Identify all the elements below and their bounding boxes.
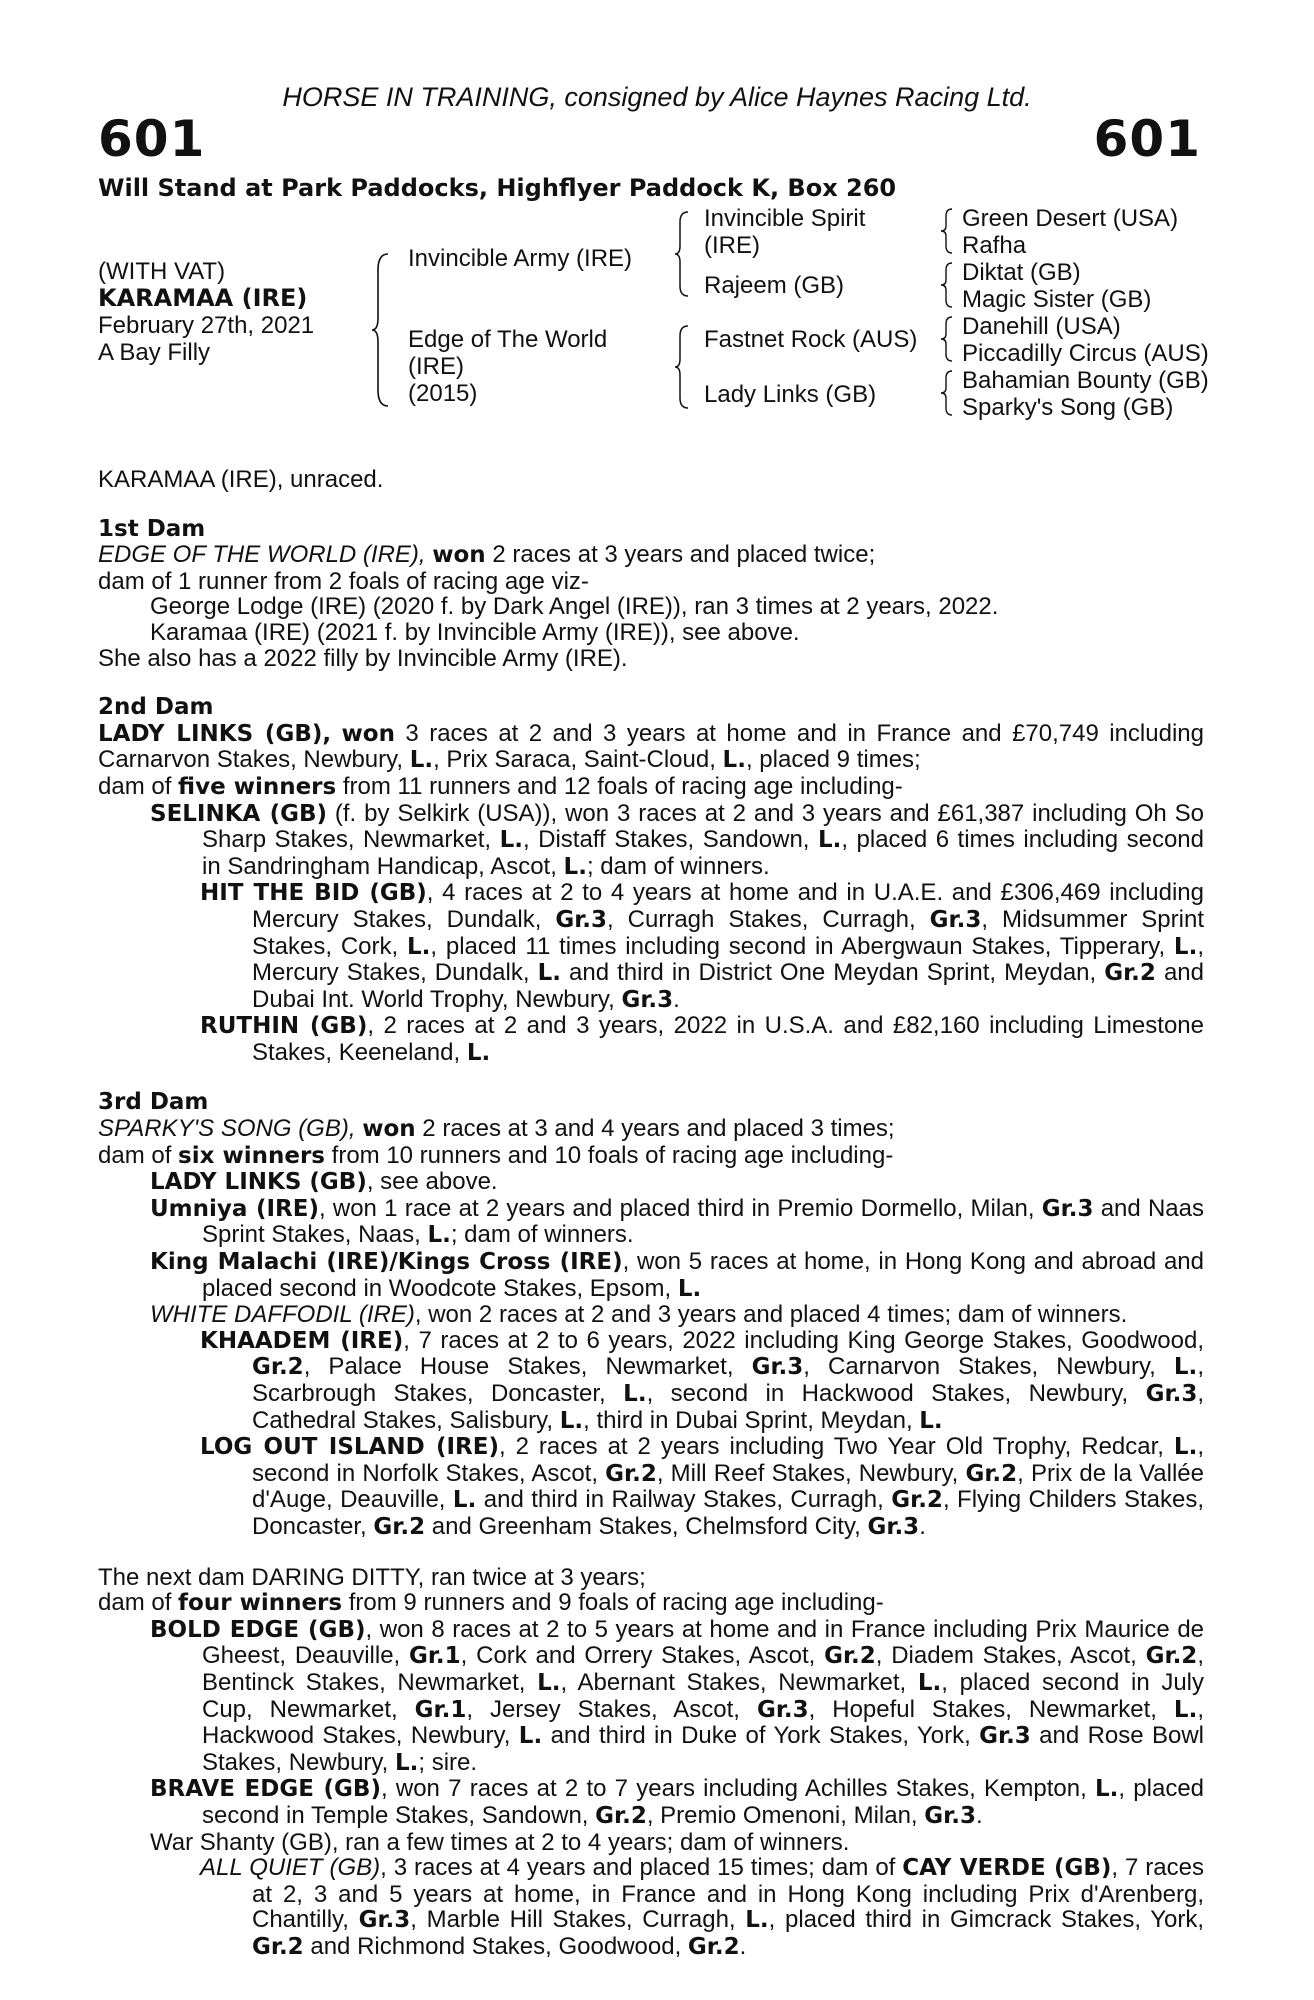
horse-name: KARAMAA (IRE) xyxy=(98,284,308,312)
first-dam-record: EDGE OF THE WORLD (IRE), won 2 races at 3 years and placed twice; xyxy=(98,541,876,569)
sire-sire-line-1: Invincible Spirit xyxy=(704,205,866,232)
first-dam-heading: 1st Dam xyxy=(98,515,206,542)
produce-george-lodge: George Lodge (IRE) (2020 f. by Dark Angel (IRE)), ran 3 times at 2 years, 2022. xyxy=(150,593,999,621)
g3-piccadilly-circus: Piccadilly Circus (AUS) xyxy=(962,340,1209,367)
third-dam-record: SPARKY'S SONG (GB), won 2 races at 3 and 4 years and placed 3 times; xyxy=(98,1115,895,1143)
pedigree-brace-main xyxy=(370,250,400,410)
entry-bold-edge: BOLD EDGE (GB), won 8 races at 2 to 5 years at home and in France including Prix Maurice de Gheest, Deauville, Gr.1, Cork and Orrery Stakes, Ascot, Gr.2, Diadem Stakes, Ascot, Gr.2, Bentinck Stakes, Newmarket, L., Abernant Stakes, Newmarket, L., placed second in July Cup, Newmarket, Gr.1, Jersey Stakes, Ascot, Gr.3, Hopeful Stakes, Newmarket, L., Hackwood Stakes, Newbury, L. and third in Duke of York Stakes, York, Gr.3 and Rose Bowl Stakes, Newbury, L.; sire. xyxy=(150,1615,1205,1776)
pedigree-brace-g3-2 xyxy=(940,260,956,310)
pedigree-brace-sire xyxy=(674,208,696,300)
vat-note: (WITH VAT) xyxy=(98,258,226,285)
g3-danehill: Danehill (USA) xyxy=(962,313,1121,340)
produce-karamaa: Karamaa (IRE) (2021 f. by Invincible Army (IRE)), see above. xyxy=(150,618,800,646)
stand-location: Will Stand at Park Paddocks, Highflyer Paddock K, Box 260 xyxy=(98,174,897,202)
sire: Invincible Army (IRE) xyxy=(408,245,633,272)
dam-line-3: (2015) xyxy=(408,380,478,407)
g3-bahamian-bounty: Bahamian Bounty (GB) xyxy=(962,367,1209,394)
entry-hit-the-bid: HIT THE BID (GB), 4 races at 2 to 4 years at home and in U.A.E. and £306,469 including Mercury Stakes, Dundalk, Gr.3, Curragh Stakes, Curragh, Gr.3, Midsummer Sprint Stakes, Cork, L., placed 11 times including second in Abergwaun Stakes, Tipperary, L., Mercury Stakes, Dundalk, L. and third in District One Meydan Sprint, Meydan, Gr.2 and Dubai Int. World Trophy, Newbury, Gr.3. xyxy=(200,879,1205,1013)
dam-line-2: (IRE) xyxy=(408,353,464,380)
pedigree-brace-g3-4 xyxy=(940,368,956,418)
next-dam-record: The next dam DARING DITTY, ran twice at 3 years; xyxy=(98,1563,646,1591)
entry-brave-edge: BRAVE EDGE (GB), won 7 races at 2 to 7 years including Achilles Stakes, Kempton, L., placed second in Temple Stakes, Sandown, Gr.2, Premio Omenoni, Milan, Gr.3. xyxy=(150,1775,1205,1829)
dam-dam: Lady Links (GB) xyxy=(704,381,877,408)
entry-log-out-island: LOG OUT ISLAND (IRE), 2 races at 2 years including Two Year Old Trophy, Redcar, L., second in Norfolk Stakes, Ascot, Gr.2, Mill Reef Stakes, Newbury, Gr.2, Prix de la Vallée d'Auge, Deauville, L. and third in Railway Stakes, Curragh, Gr.2, Flying Childers Stakes, Doncaster, Gr.2 and Greenham Stakes, Chelmsford City, Gr.3. xyxy=(200,1433,1205,1540)
catalogue-body xyxy=(98,467,1204,1960)
g3-rafha: Rafha xyxy=(962,232,1027,259)
third-dam-produce: dam of six winners from 10 runners and 10 foals of racing age including- xyxy=(98,1141,894,1169)
pedigree-brace-dam xyxy=(674,322,696,412)
lot-number-left: 601 xyxy=(98,110,206,168)
g3-green-desert: Green Desert (USA) xyxy=(962,205,1179,232)
g3-diktat: Diktat (GB) xyxy=(962,259,1081,286)
third-dam-heading: 3rd Dam xyxy=(98,1089,209,1116)
entry-lady-links: LADY LINKS (GB), see above. xyxy=(150,1168,498,1196)
entry-khaadem: KHAADEM (IRE), 7 races at 2 to 6 years, 2022 including King George Stakes, Goodwood, Gr.2, Palace House Stakes, Newmarket, Gr.3, Carnarvon Stakes, Newbury, L., Scarbrough Stakes, Doncaster, L., second in Hackwood Stakes, Newbury, Gr.3, Cathedral Stakes, Salisbury, L., third in Dubai Sprint, Meydan, L. xyxy=(200,1326,1204,1434)
first-dam-note: She also has a 2022 filly by Invincible Army (IRE). xyxy=(98,644,628,672)
dam-sire: Fastnet Rock (AUS) xyxy=(704,326,918,353)
dam-line-1: Edge of The World xyxy=(408,326,608,353)
first-dam-produce: dam of 1 runner from 2 foals of racing age viz- xyxy=(98,567,589,595)
lot-number-right: 601 xyxy=(1093,110,1201,168)
entry-war-shanty: War Shanty (GB), ran a few times at 2 to 4 years; dam of winners. xyxy=(150,1828,850,1856)
pedigree-brace-g3-1 xyxy=(940,206,956,256)
sire-sire-line-2: (IRE) xyxy=(704,232,760,259)
g3-sparkys-song: Sparky's Song (GB) xyxy=(962,394,1174,421)
entry-all-quiet: ALL QUIET (GB), 3 races at 4 years and placed 15 times; dam of CAY VERDE (GB), 7 races at 2, 3 and 5 years at home, in France and in Hong Kong including Prix d'Arenberg, Chantilly, Gr.3, Marble Hill Stakes, Curragh, L., placed third in Gimcrack Stakes, York, Gr.2 and Richmond Stakes, Goodwood, Gr.2. xyxy=(200,1854,1205,1960)
pedigree-brace-g3-3 xyxy=(940,314,956,364)
entry-umniya: Umniya (IRE), won 1 race at 2 years and placed third in Premio Dormello, Milan, Gr.3 and Naas Sprint Stakes, Naas, L.; dam of winners. xyxy=(150,1194,1204,1249)
entry-king-malachi: King Malachi (IRE)/Kings Cross (IRE), won 5 races at home, in Hong Kong and abroad and placed second in Woodcote Stakes, Epsom, L. xyxy=(150,1248,1204,1302)
g3-magic-sister: Magic Sister (GB) xyxy=(962,286,1152,313)
entry-white-daffodil: WHITE DAFFODIL (IRE), won 2 races at 2 and 3 years and placed 4 times; dam of winners. xyxy=(150,1301,1128,1329)
second-dam-produce: dam of five winners from 11 runners and 12 foals of racing age including- xyxy=(98,772,903,800)
entry-ruthin: RUTHIN (GB), 2 races at 2 and 3 years, 2022 in U.S.A. and £82,160 including Limestone Stakes, Keeneland, L. xyxy=(200,1012,1204,1066)
unraced-line: KARAMAA (IRE), unraced. xyxy=(98,466,384,493)
consignment-line: HORSE IN TRAINING, consigned by Alice Haynes Racing Ltd. xyxy=(282,82,1032,112)
next-dam-produce: dam of four winners from 9 runners and 9 foals of racing age including- xyxy=(98,1589,884,1617)
second-dam-heading: 2nd Dam xyxy=(98,694,214,721)
horse-description: A Bay Filly xyxy=(98,339,211,366)
second-dam-record: LADY LINKS (GB), won 3 races at 2 and 3 years at home and in France and £70,749 including Carnarvon Stakes, Newbury, L., Prix Saraca, Saint-Cloud, L., placed 9 times; xyxy=(98,719,1204,774)
entry-selinka: SELINKA (GB) (f. by Selkirk (USA)), won 3 races at 2 and 3 years and £61,387 including Oh So Sharp Stakes, Newmarket, L., Distaff Stakes, Sandown, L., placed 6 times including second in Sandringham Handicap, Ascot, L.; dam of winners. xyxy=(150,799,1204,880)
foaling-date: February 27th, 2021 xyxy=(98,312,315,339)
sire-dam: Rajeem (GB) xyxy=(704,272,845,299)
